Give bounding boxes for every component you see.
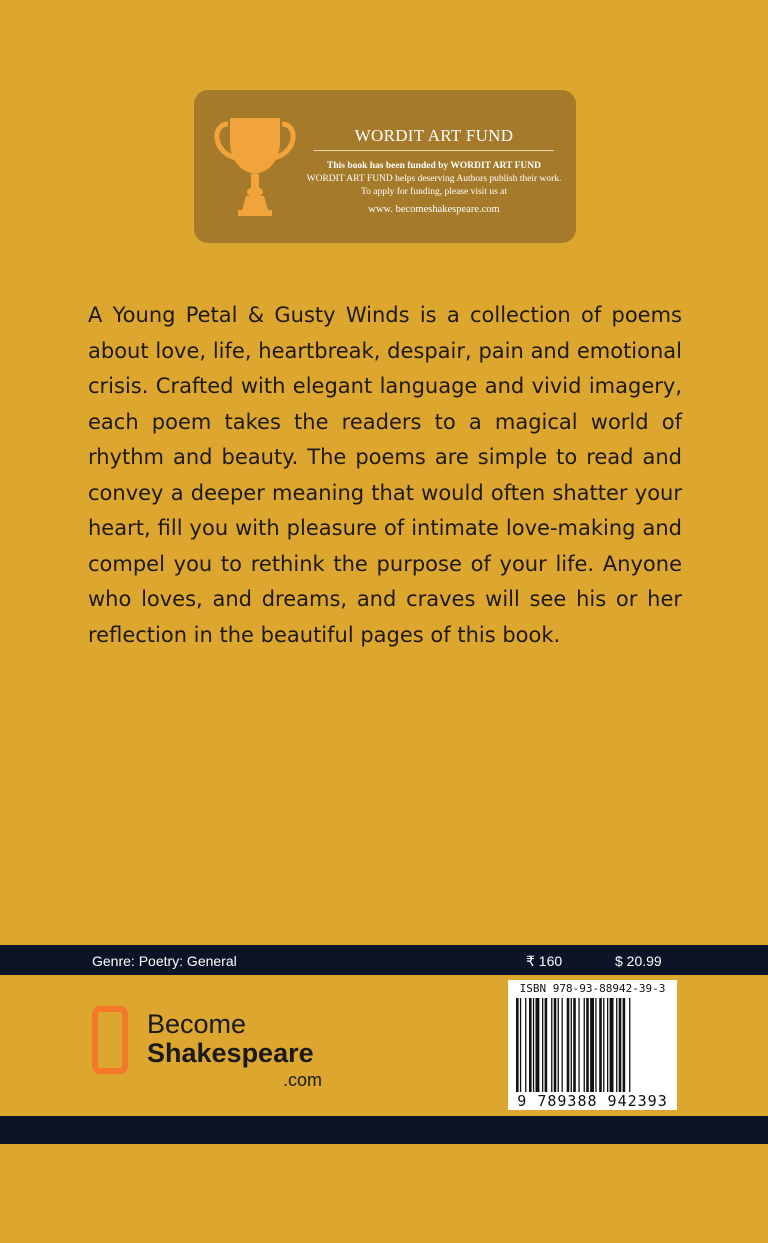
publisher-logo-icon [92, 1006, 128, 1074]
barcode-bars [516, 998, 670, 1092]
fund-title: WORDIT ART FUND [354, 126, 514, 145]
trophy-icon [210, 112, 300, 220]
publisher-name-shakespeare: Shakespeare [147, 1038, 314, 1068]
fund-divider [314, 150, 554, 151]
price-inr: ₹ 160 [526, 953, 563, 969]
fund-badge [194, 90, 576, 243]
ean-digits: 9 789388 942393 [517, 1092, 668, 1110]
price-usd: $ 20.99 [615, 953, 662, 969]
fund-line-2: WORDIT ART FUND helps deserving Authors publish their work. [306, 174, 562, 184]
book-blurb: A Young Petal & Gusty Winds is a collection of poems about love, life, heartbreak, despair, pain and emotional crisis. Crafted with elegant language and vivid imagery, each poem takes the readers to a magical world of rhythm and beauty. The poems are simple to read and convey a deeper meaning that would often shatter your heart, fill you with pleasure of intimate love-making and compel you to rethink the purpose of your life. Anyone who loves, and dreams, and craves will see his or her reflection in the beautiful pages of this book. [88, 303, 682, 647]
genre-label: Genre: Poetry: General [92, 953, 237, 969]
footer-bar [0, 1116, 768, 1144]
publisher-name-become: Become [147, 1009, 247, 1039]
isbn-barcode [508, 980, 677, 1110]
fund-line-1: This book has been funded by WORDIT ART FUND [326, 161, 541, 171]
publisher-name-com: .com [283, 1070, 323, 1090]
fund-line-3: To apply for funding, please visit us at [360, 187, 508, 197]
isbn-label: ISBN 978-93-88942-39-3 [519, 982, 666, 995]
info-bar [0, 945, 768, 975]
fund-description [294, 160, 574, 199]
fund-url[interactable]: www. becomeshakespeare.com [368, 204, 500, 215]
